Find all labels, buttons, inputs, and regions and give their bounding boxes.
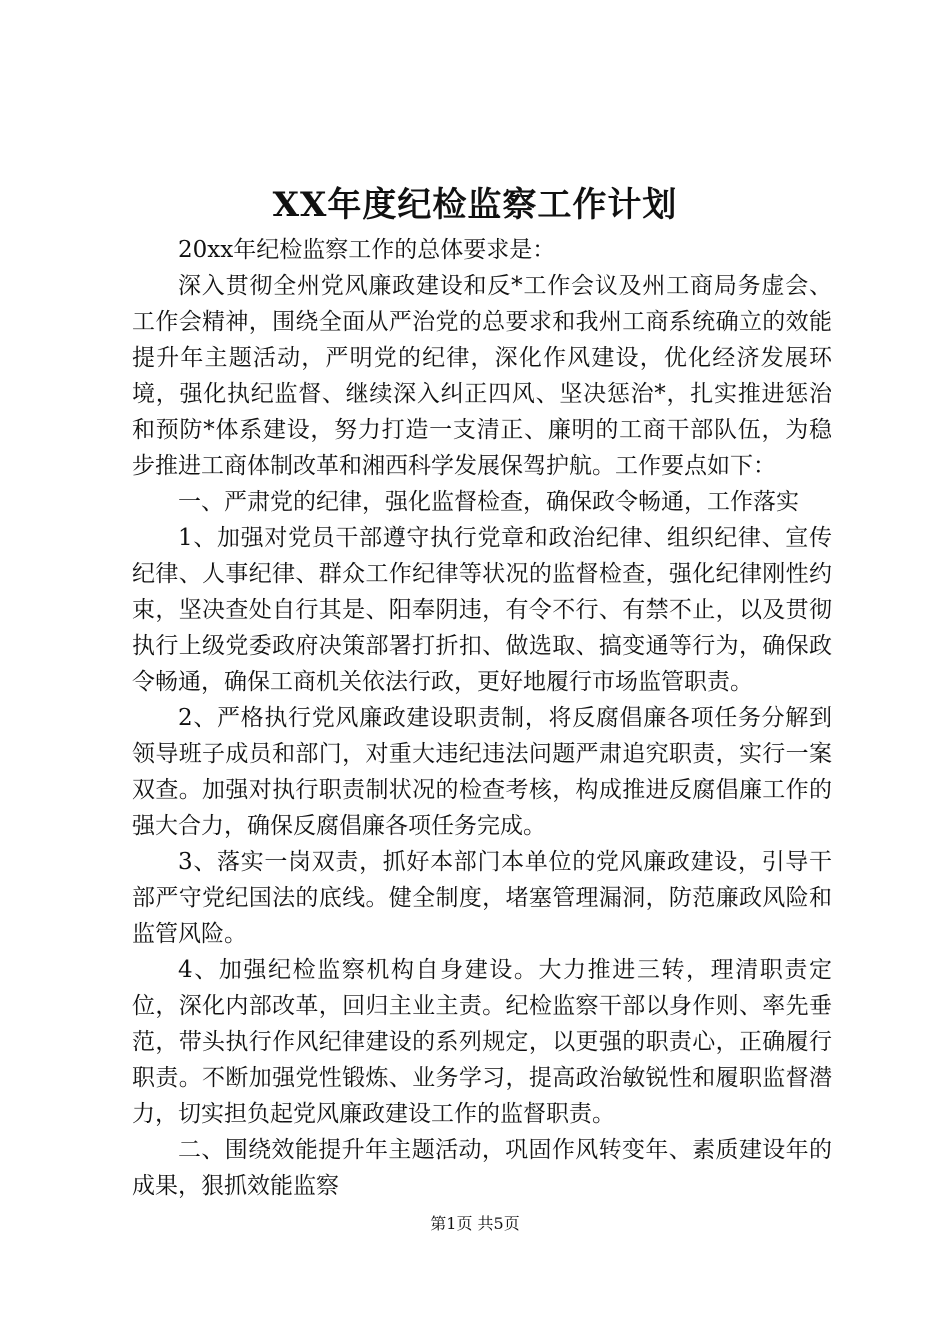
document-title: XX年度纪检监察工作计划 — [272, 185, 678, 225]
paragraph-intro: 20xx年纪检监察工作的总体要求是： — [178, 237, 556, 263]
list-item: 3、落实一岗双责，抓好本部门本单位的党风廉政建设，引导干部严守党纪国法的底线。健全制度，堵塞管理漏洞，防范廉政风险和监管风险。 — [132, 849, 832, 947]
list-item: 1、加强对党员干部遵守执行党章和政治纪律、组织纪律、宣传纪律、人事纪律、群众工作纪律等状况的监督检查，强化纪律刚性约束，坚决查处自行其是、阳奉阴违，有令不行、有禁不止，以及贯彻执行上级党委政府决策部署打折扣、做选取、搞变通等行为，确保政令畅通，确保工商机关依法行政，更好地履行市场监管职责。 — [132, 525, 832, 695]
page-number: 第1页 共5页 — [430, 1214, 520, 1233]
document-body — [132, 232, 832, 1204]
section-heading-2: 二、围绕效能提升年主题活动，巩固作风转变年、素质建设年的成果，狠抓效能监察 — [132, 1137, 832, 1199]
paragraph-overview: 深入贯彻全州党风廉政建设和反*工作会议及州工商局务虚会、工作会精神，围绕全面从严治党的总要求和我州工商系统确立的效能提升年主题活动，严明党的纪律，深化作风建设，优化经济发展环境，强化执纪监督、继续深入纠正四风、坚决惩治*，扎实推进惩治和预防*体系建设，努力打造一支清正、廉明的工商干部队伍，为稳步推进工商体制改革和湘西科学发展保驾护航。工作要点如下： — [132, 273, 832, 479]
list-item: 4、加强纪检监察机构自身建设。大力推进三转，理清职责定位，深化内部改革，回归主业主责。纪检监察干部以身作则、率先垂范，带头执行作风纪律建设的系列规定，以更强的职责心，正确履行职责。不断加强党性锻炼、业务学习，提高政治敏锐性和履职监督潜力，切实担负起党风廉政建设工作的监督职责。 — [132, 957, 832, 1127]
section-heading-1: 一、严肃党的纪律，强化监督检查，确保政令畅通，工作落实 — [178, 489, 799, 515]
list-item: 2、严格执行党风廉政建设职责制，将反腐倡廉各项任务分解到领导班子成员和部门，对重大违纪违法问题严肃追究职责，实行一案双查。加强对执行职责制状况的检查考核，构成推进反腐倡廉工作的强大合力，确保反腐倡廉各项任务完成。 — [132, 705, 832, 839]
